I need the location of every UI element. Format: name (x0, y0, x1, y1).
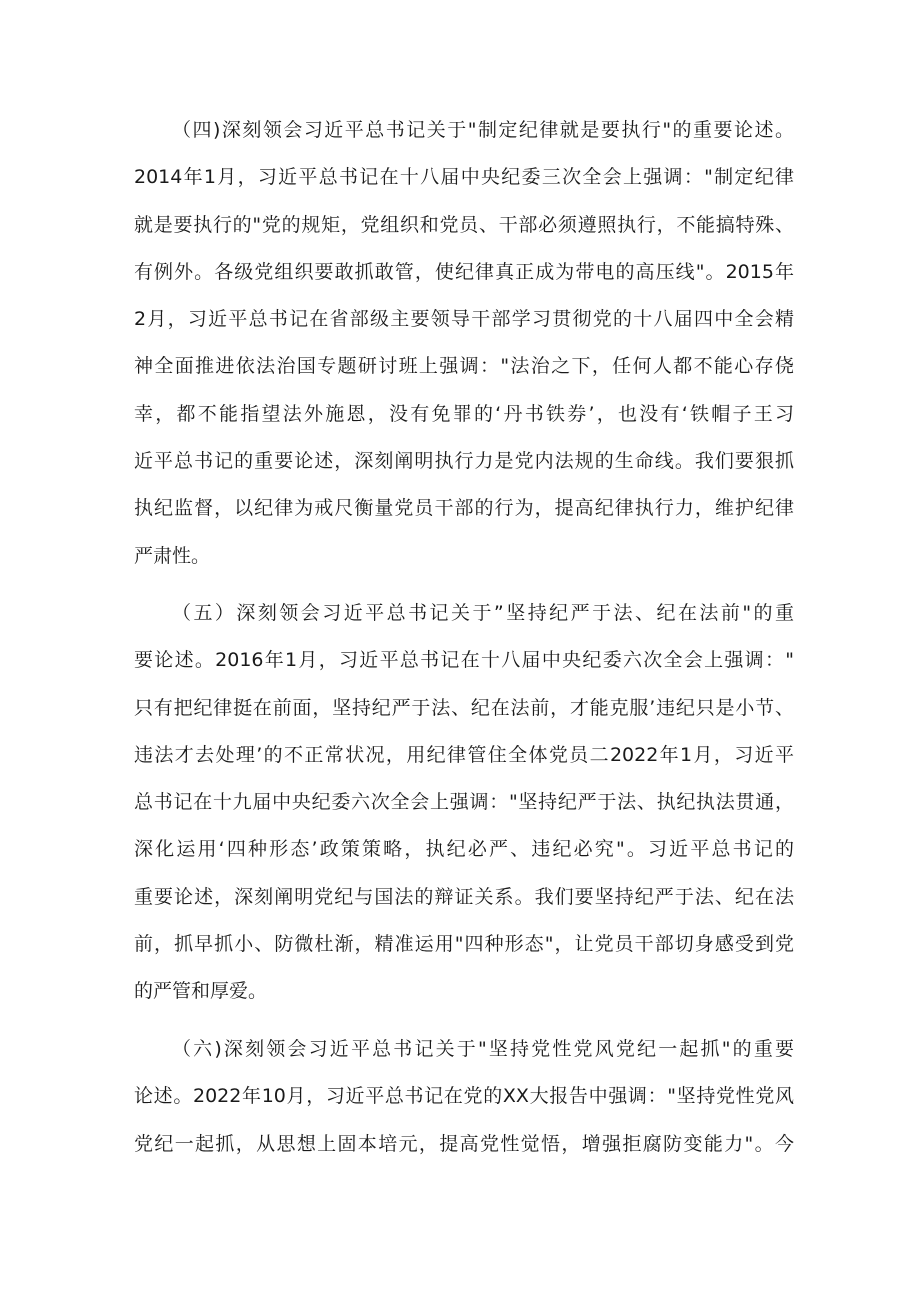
text-line: 只有把纪律挺在前面，坚持纪严于法、纪在法前，才能克服’违纪只是小节、 (134, 696, 794, 719)
paragraph-section-5 (134, 590, 794, 1016)
text-line: 近平总书记的重要论述，深刻阐明执行力是党内法规的生命线。我们要狠抓 (134, 450, 794, 473)
text-line: 执纪监督，以纪律为戒尺衡量党员干部的行为，提高纪律执行力，维护纪律 (134, 497, 794, 520)
text-line: 重要论述，深刻阐明党纪与国法的辩证关系。我们要坚持纪严于法、纪在法 (134, 885, 794, 908)
text-line: （四)深刻领会习近平总书记关于"制定纪律就是要执行"的重要论述。 (172, 119, 794, 141)
text-line: 总书记在十九届中央纪委六次全会上强调："坚持纪严于法、执纪执法贯通， (134, 791, 794, 814)
text-line: 2014年1月，习近平总书记在十八届中央纪委三次全会上强调："制定纪律 (134, 166, 794, 189)
text-line: 论述。2022年10月，习近平总书记在党的XX大报告中强调："坚持党性党风 (134, 1085, 794, 1108)
paragraph-section-4 (134, 107, 794, 580)
text-line: 幸，都不能指望法外施恩，没有免罪的‘丹书铁券’，也没有‘铁帽子王习 (134, 402, 794, 425)
text-line: 违法才去处理’的不正常状况，用纪律管住全体党员二2022年1月，习近平 (134, 743, 794, 766)
text-line: 2月，习近平总书记在省部级主要领导干部学习贯彻党的十八届四中全会精 (134, 308, 794, 331)
text-line: 的严管和厚爱。 (134, 980, 268, 1003)
text-line: 党纪一起抓，从思想上固本培元，提高党性觉悟，增强拒腐防变能力"。今 (134, 1132, 794, 1155)
paragraph-section-6 (134, 1026, 794, 1168)
text-line: 要论述。2016年1月，习近平总书记在十八届中央纪委六次全会上强调：" (134, 649, 794, 672)
text-line: 深化运用‘四种形态’政策策略，执纪必严、违纪必究"。习近平总书记的 (134, 838, 794, 861)
text-line: （六)深刻领会习近平总书记关于"坚持党性党风党纪一起抓"的重要 (172, 1038, 794, 1060)
text-line: 有例外。各级党组织要敢抓敢管，使纪律真正成为带电的高压线"。2015年 (134, 260, 794, 283)
text-line: 前，抓早抓小、防微杜渐，精准运用"四种形态"，让党员干部切身感受到党 (134, 933, 794, 956)
text-line: 严肃性。 (134, 544, 211, 567)
text-line: 就是要执行的"党的规矩，党组织和党员、干部必须遵照执行，不能搞特殊、 (134, 213, 794, 236)
text-line: （五）深刻领会习近平总书记关于”坚持纪严于法、纪在法前"的重 (172, 602, 794, 624)
text-line: 神全面推进依法治国专题研讨班上强调："法治之下，任何人都不能心存侥 (134, 355, 794, 378)
